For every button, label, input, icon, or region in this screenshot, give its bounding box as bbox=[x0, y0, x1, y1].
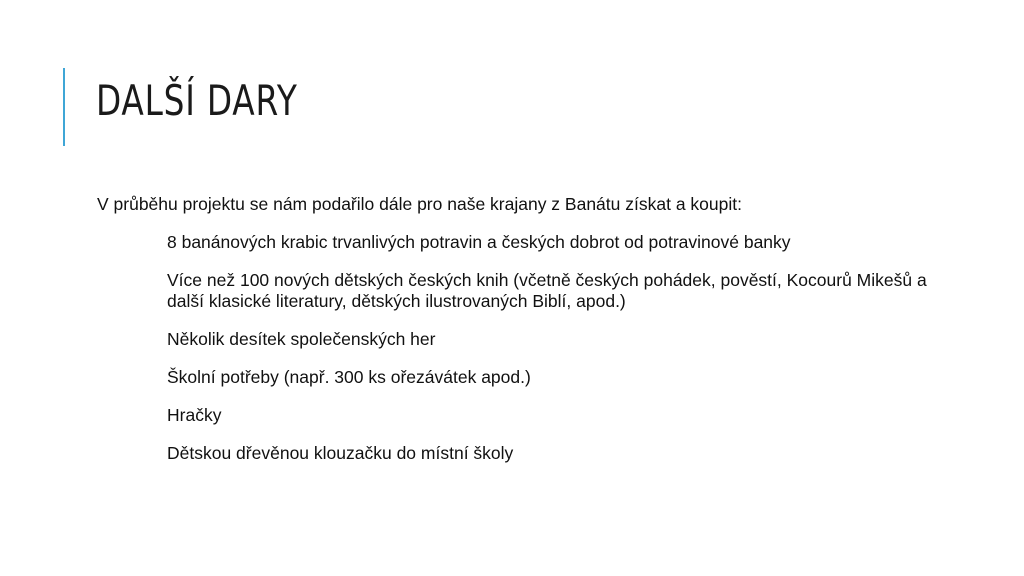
list-item: 8 banánových krabic trvanlivých potravin a českých dobrot od potravinové banky bbox=[167, 232, 791, 252]
list-item: Dětskou dřevěnou klouzačku do místní školy bbox=[167, 443, 514, 463]
list-item: Několik desítek společenských her bbox=[167, 329, 436, 349]
slide-content bbox=[97, 194, 977, 481]
title-accent-bar bbox=[63, 68, 65, 146]
list-item: Hračky bbox=[167, 405, 222, 425]
intro-text: V průběhu projektu se nám podařilo dále pro naše krajany z Banátu získat a koupit: bbox=[97, 194, 742, 214]
slide-title: DALŠÍ DARY bbox=[96, 76, 298, 125]
donation-list bbox=[97, 232, 977, 464]
list-item: Více než 100 nových dětských českých knih (včetně českých pohádek, pověstí, Kocourů Mikešů a další klasické literatury, dětských ilustrovaných Biblí, apod.) bbox=[167, 270, 927, 311]
list-item: Školní potřeby (např. 300 ks ořezávátek apod.) bbox=[167, 367, 531, 387]
